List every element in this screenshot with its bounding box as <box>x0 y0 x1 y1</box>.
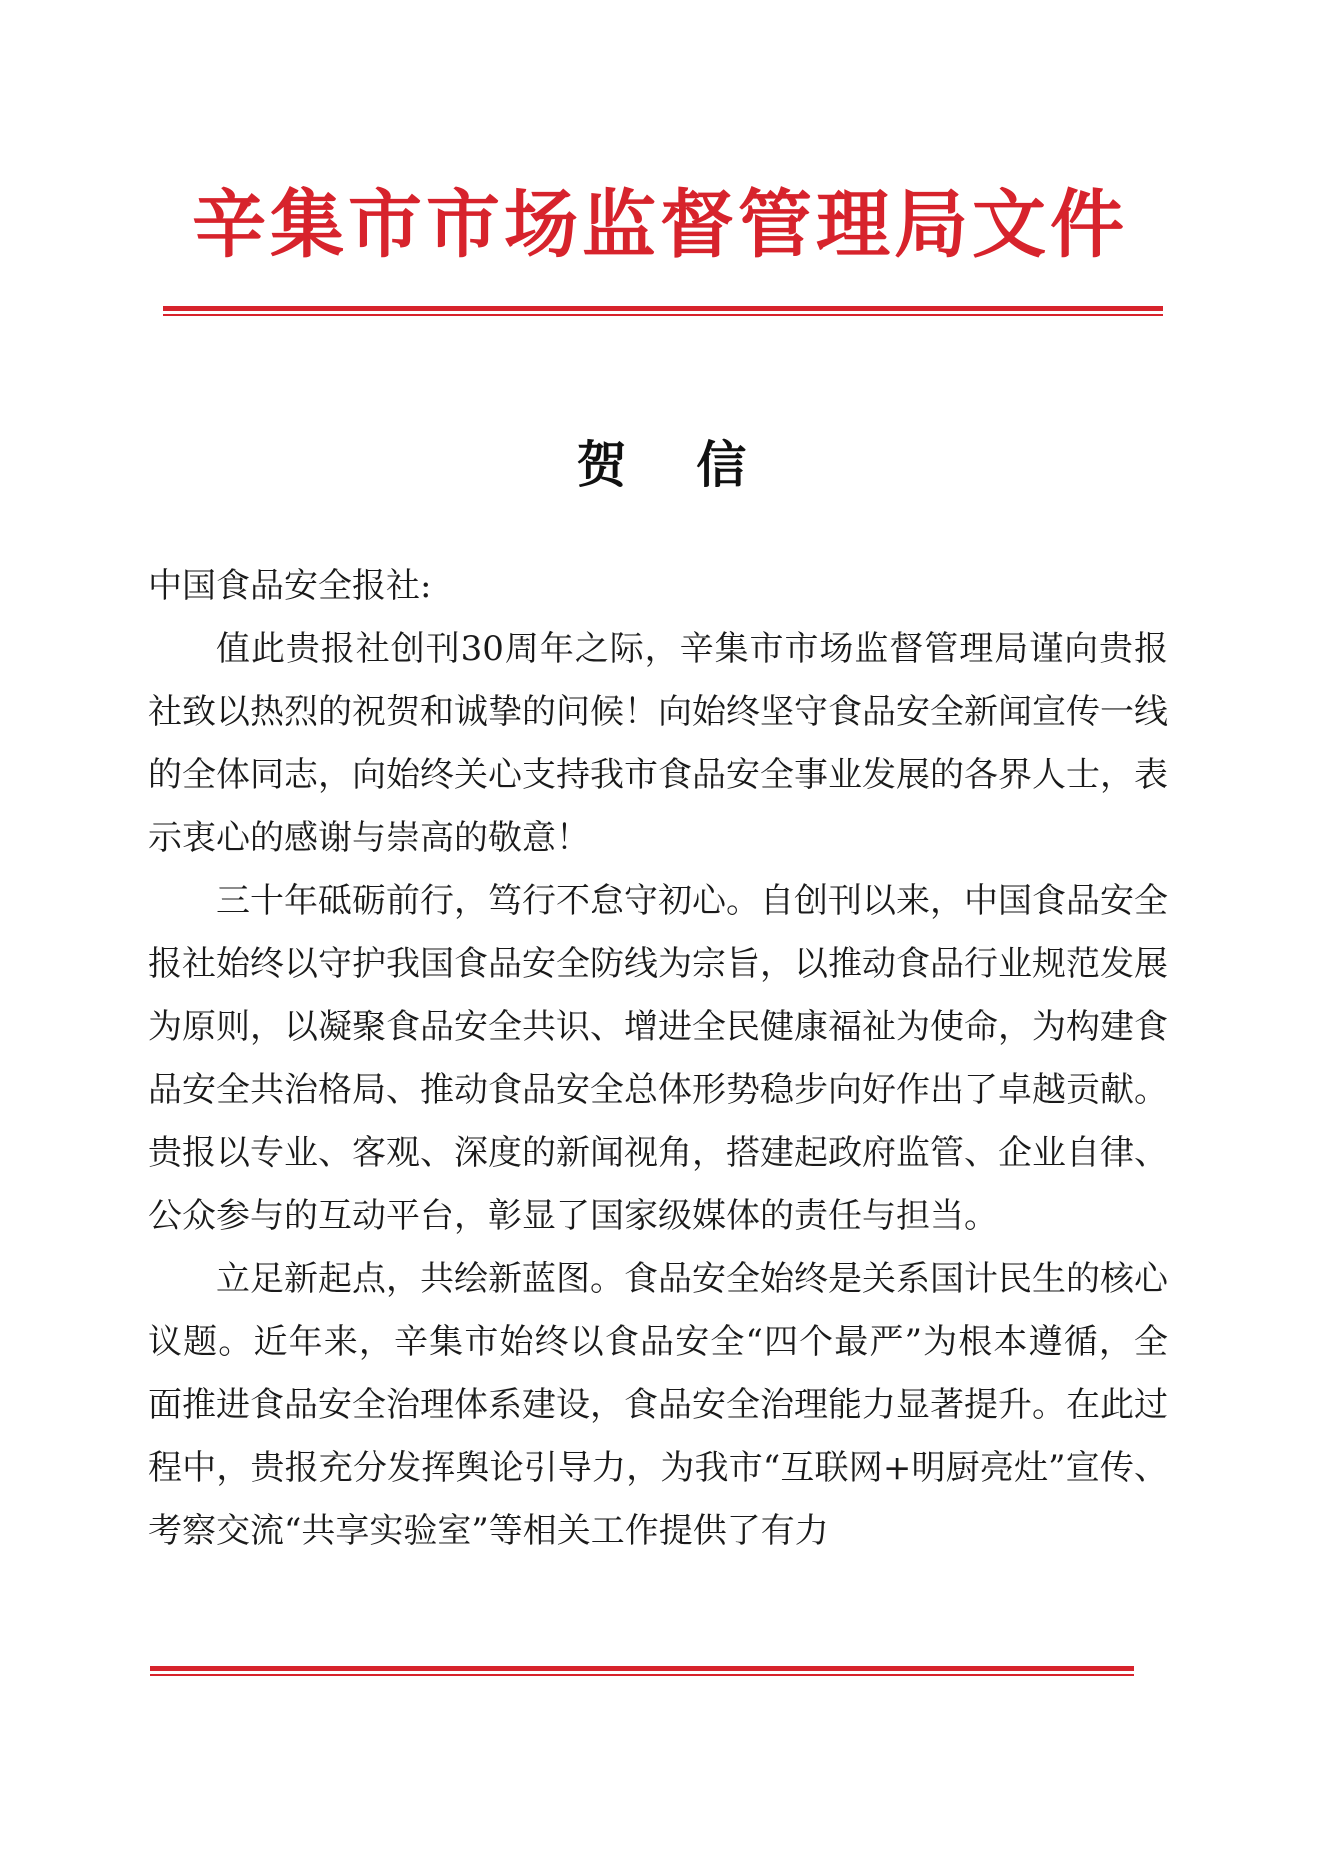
footer-rule-thin <box>150 1674 1134 1676</box>
header-red-rule <box>163 306 1163 316</box>
header-rule-thin <box>163 314 1163 316</box>
header-rule-thick <box>163 306 1163 311</box>
footer-red-rule <box>150 1666 1134 1676</box>
paragraph-1: 值此贵报社创刊30周年之际，辛集市市场监督管理局谨向贵报社致以热烈的祝贺和诚挚的问候！向始终坚守食品安全新闻宣传一线的全体同志，向始终关心支持我市食品安全事业发展的各界人士，表示衷心的感谢与崇高的敬意！ <box>148 629 1168 858</box>
paragraph-2: 三十年砥砺前行，笃行不怠守初心。自创刊以来，中国食品安全报社始终以守护我国食品安全防线为宗旨，以推动食品行业规范发展为原则，以凝聚食品安全共识、增进全民健康福祉为使命，为构建食品安全共治格局、推动食品安全总体形势稳步向好作出了卓越贡献。贵报以专业、客观、深度的新闻视角，搭建起政府监管、企业自律、公众参与的互动平台，彰显了国家级媒体的责任与担当。 <box>148 881 1168 1236</box>
salutation: 中国食品安全报社: <box>148 566 432 606</box>
paragraph-3: 立足新起点，共绘新蓝图。食品安全始终是关系国计民生的核心议题。近年来，辛集市始终以食品安全“四个最严”为根本遵循，全面推进食品安全治理体系建设，食品安全治理能力显著提升。在此过程中，贵报充分发挥舆论引导力，为我市“互联网+明厨亮灶”宣传、考察交流“共享实验室”等相关工作提供了有力 <box>148 1259 1168 1551</box>
letter-body <box>148 555 1168 1563</box>
footer-rule-thick <box>150 1666 1134 1671</box>
letter-title: 贺 信 <box>576 436 747 494</box>
issuer-header: 辛集市市场监督管理局文件 <box>192 182 1128 268</box>
